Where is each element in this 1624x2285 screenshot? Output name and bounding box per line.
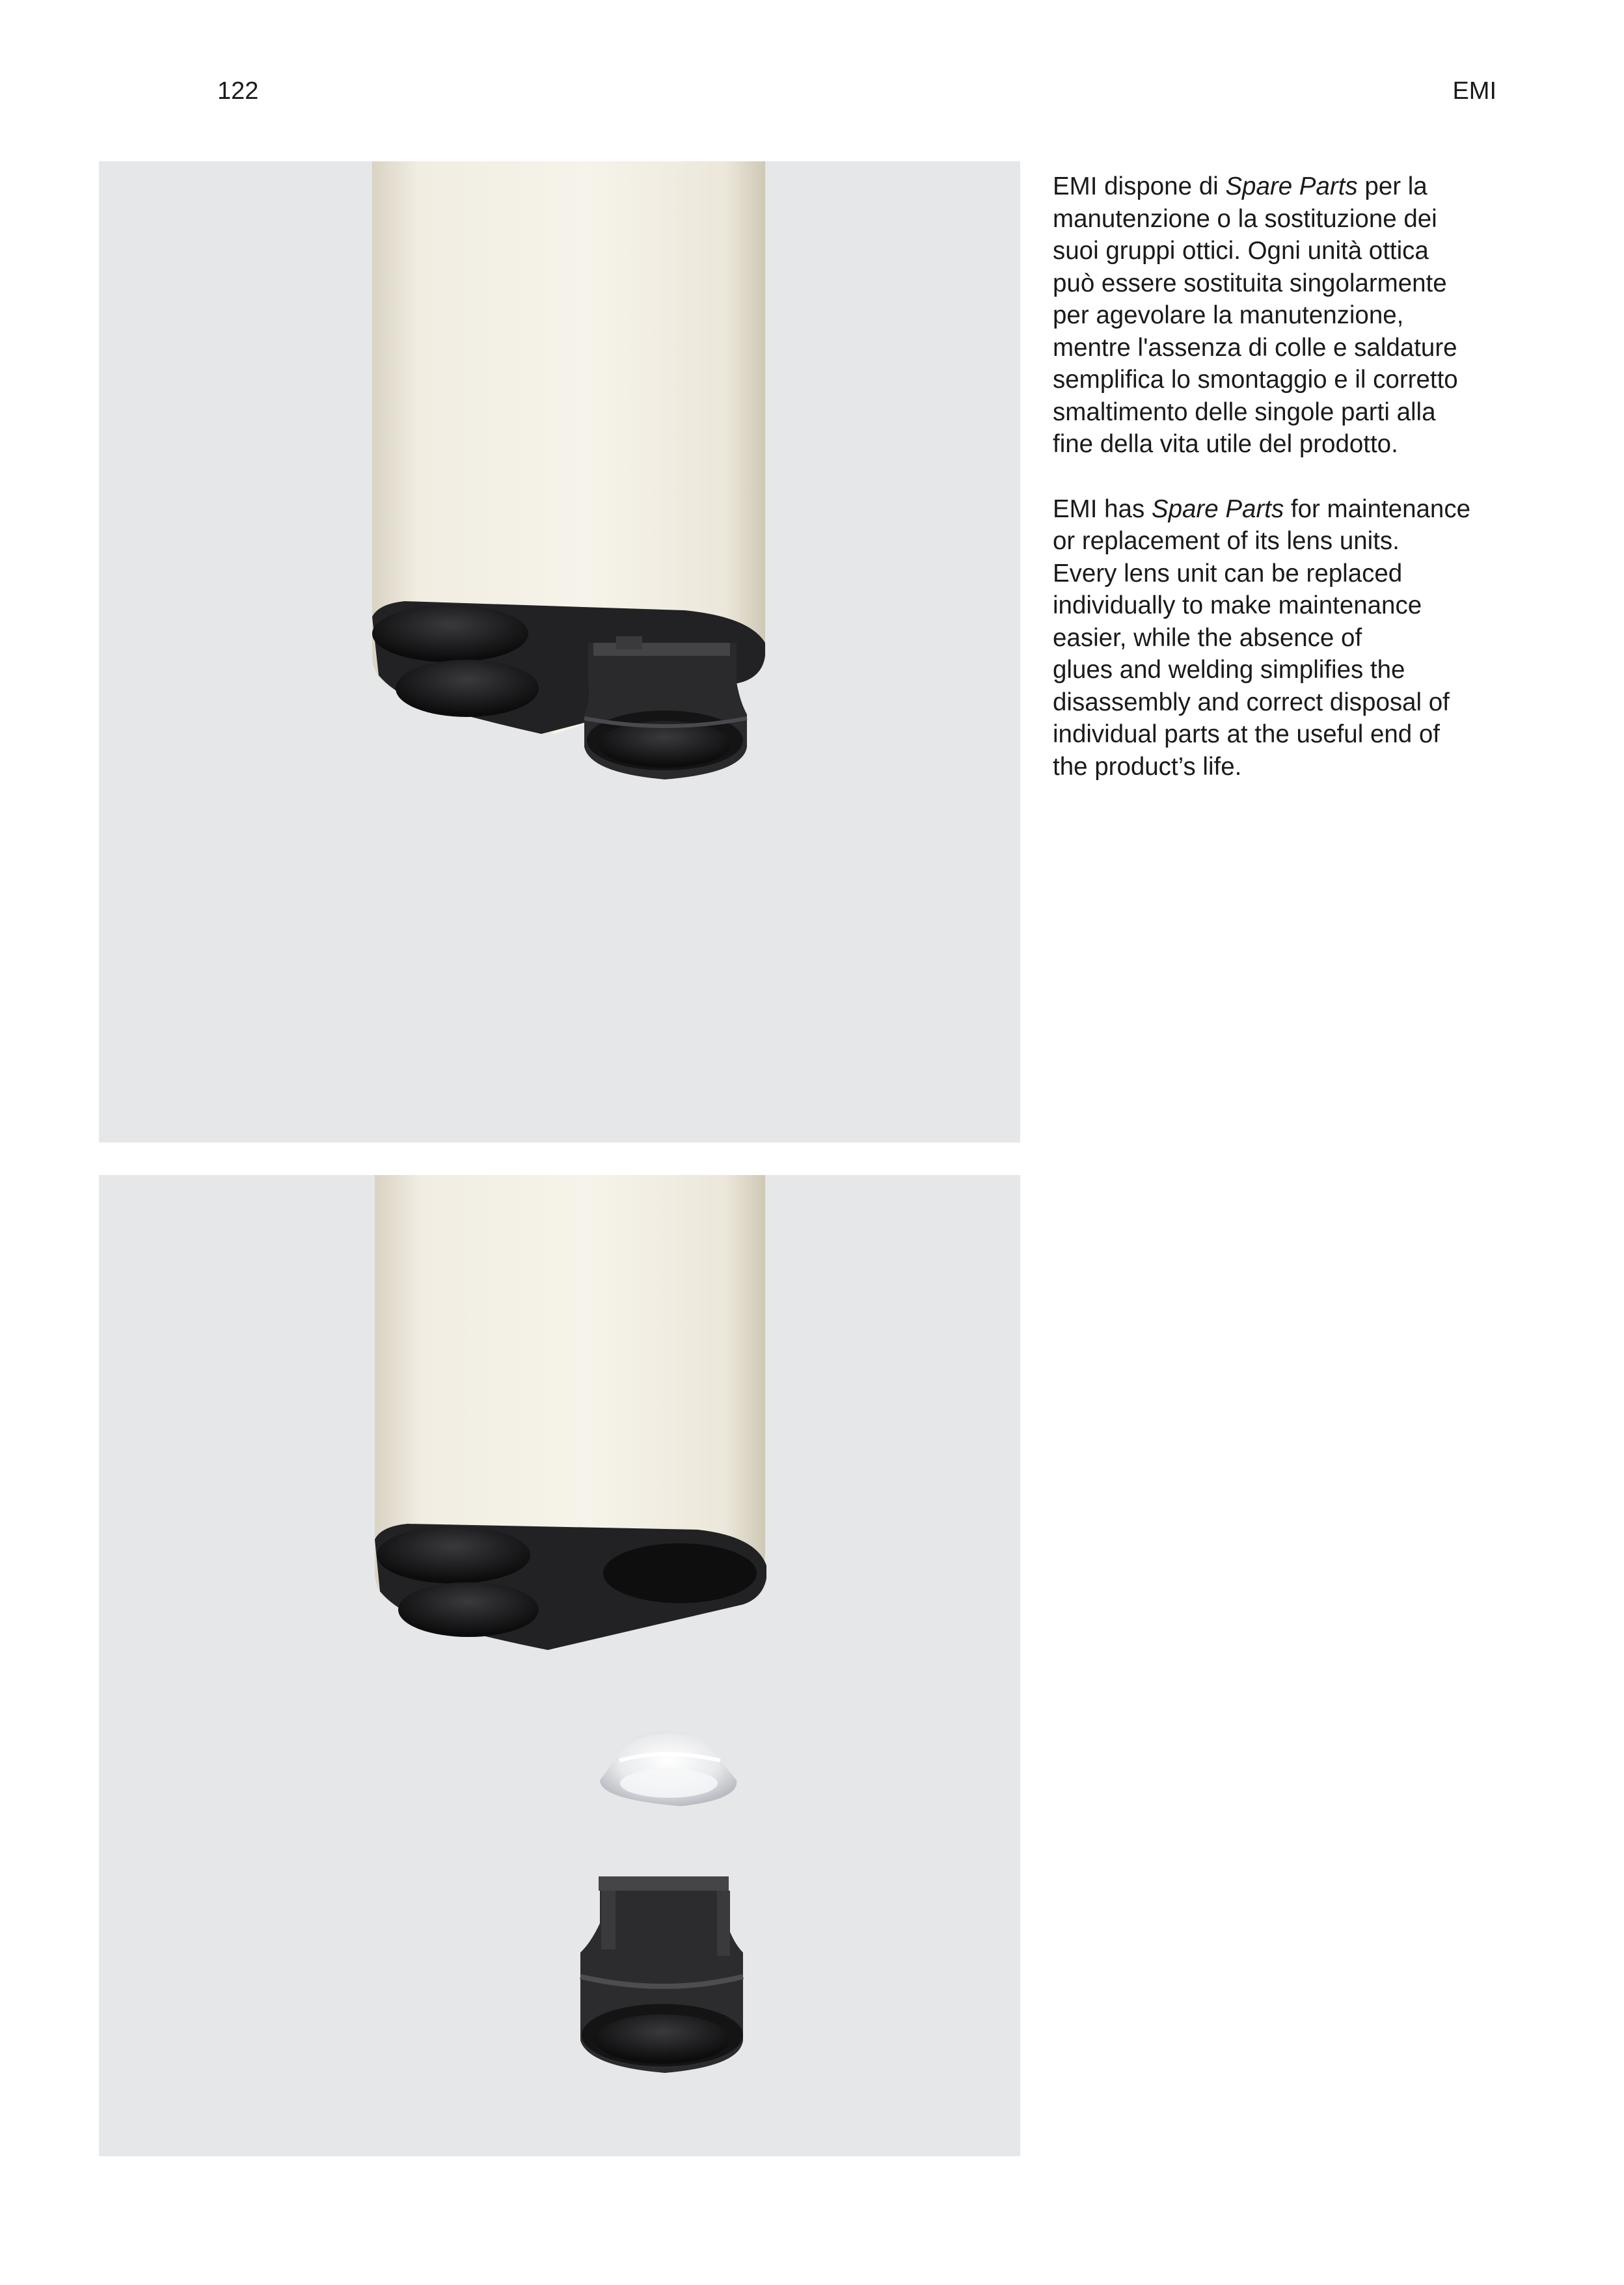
product-photo-exploded: [99, 1175, 1020, 2156]
english-emphasis: Spare Parts: [1151, 494, 1284, 523]
lens-opening-1: [372, 605, 528, 662]
luminaire-illustration-bottom: [99, 1175, 1020, 2156]
english-text-rest: for maintenance or replacement of its lens units. Every lens unit can be replaced individually to make maintenance easier, while the absence of glues and welding simplifies the disassembly and correct disposal of individual parts at the useful end of the product’s life.: [1053, 494, 1470, 781]
extracted-lens-unit: [584, 636, 747, 779]
page-number: 122: [217, 77, 259, 105]
lens-opening-2: [398, 1582, 539, 1637]
empty-lens-seat: [603, 1543, 757, 1603]
luminaire-illustration-top: [99, 161, 1020, 1142]
lens-opening-1: [377, 1526, 530, 1584]
lens-holder: [580, 1876, 743, 2073]
italian-text-start: EMI dispone di: [1053, 172, 1226, 200]
italian-emphasis: Spare Parts: [1225, 172, 1358, 200]
description-text: [1053, 170, 1508, 815]
paragraph-italian: [1053, 170, 1508, 461]
italian-text-rest: per la manutenzione o la sostituzione dei suoi gruppi ottici. Ogni unità ottica può essere sostituita singolarmente per agevolare la manutenzione, mentre l'assenza di colle e saldature semplifica lo smontaggio e il corretto smaltimento delle singole parti alla fine della vita utile del prodotto.: [1053, 172, 1458, 458]
english-text-start: EMI has: [1053, 494, 1152, 523]
paragraph-english: [1053, 493, 1508, 783]
brand-name: EMI: [1452, 77, 1496, 105]
glass-lens: [600, 1731, 737, 1806]
lens-opening-2: [396, 660, 539, 717]
product-photo-assembled: [99, 161, 1020, 1142]
